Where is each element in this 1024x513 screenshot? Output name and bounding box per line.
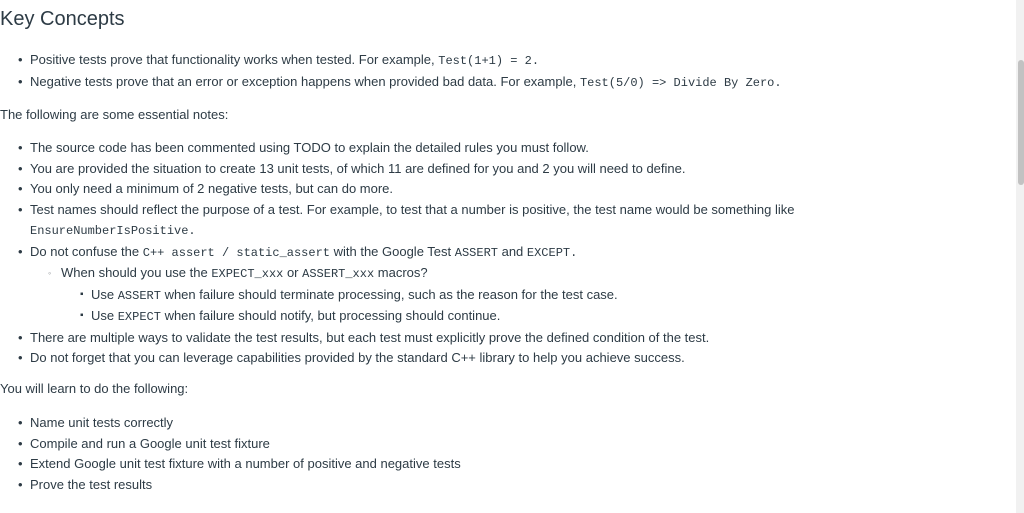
learn-list (0, 413, 1000, 495)
expect-code: EXPECT (117, 310, 161, 324)
test-name-example: EnsureNumberIsPositive. (30, 224, 196, 238)
vertical-scrollbar[interactable] (1016, 0, 1024, 513)
negative-code: Test(5/0) => Divide By Zero. (579, 75, 782, 90)
note-text: when failure should terminate processing, such as the reason for the test case. (160, 286, 618, 302)
list-item: • There are multiple ways to validate the test results, but each test must explicitly prove the defined condition of the test. (0, 328, 1000, 349)
positive-text: Positive tests prove that functionality works when tested. For example, (30, 52, 439, 67)
sub-list-item (0, 263, 1000, 285)
note-text: with the Google Test (329, 243, 455, 259)
except-code: EXCEPT. (526, 245, 578, 260)
list-item (0, 200, 1000, 242)
concepts-list (0, 50, 1000, 93)
assert-code: ASSERT (454, 245, 498, 260)
note-text: and (497, 243, 527, 259)
scrollbar-thumb[interactable] (1018, 60, 1024, 185)
cpp-assert-code: C++ assert / static_assert (142, 245, 330, 260)
note-text: Test names should reflect the purpose of a test. For example, to test that a number is positive, the test name would be something like (30, 201, 795, 217)
list-item: • You only need a minimum of 2 negative tests, but can do more. (0, 179, 1000, 200)
list-item: • Name unit tests correctly (0, 413, 1000, 434)
note-text: when failure should notify, but processing should continue. (160, 308, 501, 323)
assert-code: ASSERT (117, 288, 161, 303)
list-item: • You are provided the situation to create 13 unit tests, of which 11 are defined for you and 2 you will need to define. (0, 159, 1000, 180)
note-text: or (283, 265, 303, 280)
expect-macro-code: EXPECT_xxx (211, 267, 284, 281)
sub-sub-list-item (0, 306, 1000, 328)
positive-code: Test(1+1) = 2. (438, 54, 540, 68)
notes-list (0, 138, 1000, 369)
note-text: macros? (374, 265, 428, 280)
note-text: Do not confuse the (30, 243, 143, 259)
list-item: • Compile and run a Google unit test fixture (0, 434, 1000, 455)
note-text: Use (91, 308, 118, 323)
list-item (0, 50, 1000, 72)
list-item: • Prove the test results (0, 475, 1000, 496)
note-text: When should you use the (61, 265, 212, 280)
learn-intro: You will learn to do the following: (0, 381, 189, 396)
sub-sub-list-item (0, 285, 1000, 307)
list-item (0, 242, 1000, 264)
list-item: • Do not forget that you can leverage capabilities provided by the standard C++ library to help you achieve success. (0, 348, 1000, 369)
negative-text: Negative tests prove that an error or exception happens when provided bad data. For example, (30, 73, 580, 89)
assert-macro-code: ASSERT_xxx (302, 267, 375, 281)
list-item: • The source code has been commented using TODO to explain the detailed rules you must follow. (0, 138, 1000, 159)
note-text: Use (91, 286, 118, 302)
list-item (0, 72, 1000, 94)
list-item: • Extend Google unit test fixture with a number of positive and negative tests (0, 454, 1000, 475)
page-title: Key Concepts (0, 8, 125, 30)
notes-intro: The following are some essential notes: (0, 107, 229, 122)
